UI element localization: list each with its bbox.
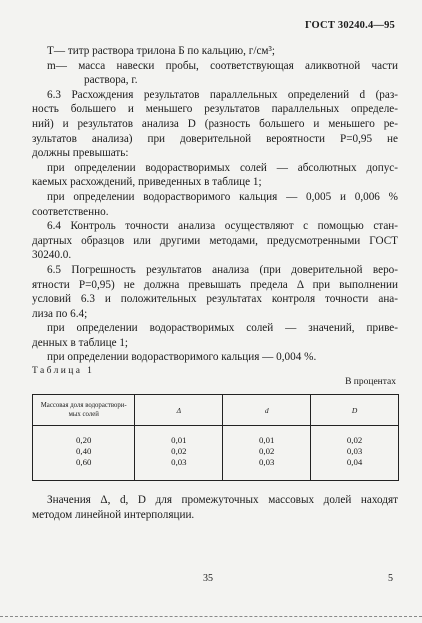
table-cell: 0,04 — [311, 457, 399, 481]
table-cell: 0,03 — [223, 457, 311, 481]
note-line: Значения Δ, d, D для промежуточных массовых долей находят — [47, 494, 398, 506]
body-line: условий 6.3 и положительных результатах контроля точности ана- — [32, 293, 398, 306]
column-header: Δ — [135, 395, 223, 426]
table-row — [33, 446, 399, 457]
column-header: d — [223, 395, 311, 426]
body-line: каемых расхождений, приведенных в таблице 1; — [32, 176, 262, 189]
document-id-header: ГОСТ 30240.4—95 — [304, 20, 395, 31]
body-line: m— масса навески пробы, соответствующая аликвотной части — [47, 59, 398, 72]
body-line: денных в таблице 1; — [32, 336, 129, 349]
table-units: В процентах — [345, 377, 396, 387]
table-cell: 0,60 — [33, 457, 135, 481]
table-cell: 0,03 — [311, 446, 399, 457]
table-cell: 0,03 — [135, 457, 223, 481]
table-row — [33, 426, 399, 447]
page-number-right: 5 — [388, 573, 393, 584]
table-cell: 0,02 — [135, 446, 223, 457]
body-line: дартных образцов или другими методами, предусмотренными ГОСТ — [32, 234, 398, 247]
body-line: ность большего и меньшего результатов параллельных определе- — [32, 103, 398, 116]
body-line: при определении водорастворимых солей — абсолютных допус- — [47, 161, 398, 174]
body-line: при определении водорастворимого кальция — 0,004 %. — [47, 351, 317, 364]
body-line: ний) и результатов анализа D (разность большего и меньшего ре- — [32, 117, 398, 130]
table-cell: 0,20 — [33, 426, 135, 447]
table-row — [33, 457, 399, 481]
body-line: T— титр раствора трилона Б по кальцию, г/см³; — [47, 45, 275, 57]
body-text — [32, 44, 398, 365]
page-number-center: 35 — [203, 573, 213, 584]
table-cell: 0,40 — [33, 446, 135, 457]
body-line: зультатов анализа) при доверительной вероятности P=0,95 не — [32, 132, 398, 145]
body-line: при определении водорастворимых солей — значений, приве- — [47, 322, 398, 335]
page-bottom-edge — [0, 616, 422, 617]
body-line: ятности P=0,95) не должна превышать предела Δ при выполнении — [32, 278, 398, 291]
body-line: 6.4 Контроль точности анализа осуществляют с помощью стан- — [47, 220, 398, 233]
body-line: 30240.0. — [32, 249, 72, 262]
body-line: соответственно. — [32, 205, 109, 218]
interpolation-note — [32, 493, 398, 523]
body-line: при определении водорастворимого кальция — 0,005 и 0,006 % — [47, 190, 398, 203]
table-cell: 0,02 — [311, 426, 399, 447]
body-line: раствора, г. — [84, 74, 138, 87]
table-cell: 0,01 — [135, 426, 223, 447]
body-line: 6.5 Погрешность результатов анализа (при доверительной веро- — [47, 263, 398, 276]
table-cell: 0,02 — [223, 446, 311, 457]
table-cell: 0,01 — [223, 426, 311, 447]
note-line: методом линейной интерполяции. — [32, 509, 195, 521]
column-header: Массовая доля водораствори-мых солей — [33, 395, 135, 426]
body-line: должны превышать: — [32, 147, 129, 160]
table-header-row — [33, 395, 399, 426]
column-header: D — [311, 395, 399, 426]
body-line: 6.3 Расхождения результатов параллельных определений d (раз- — [47, 88, 398, 101]
data-table — [32, 394, 399, 481]
body-line: лиза по 6.4; — [32, 307, 88, 320]
table-title: Таблица 1 — [32, 366, 95, 376]
